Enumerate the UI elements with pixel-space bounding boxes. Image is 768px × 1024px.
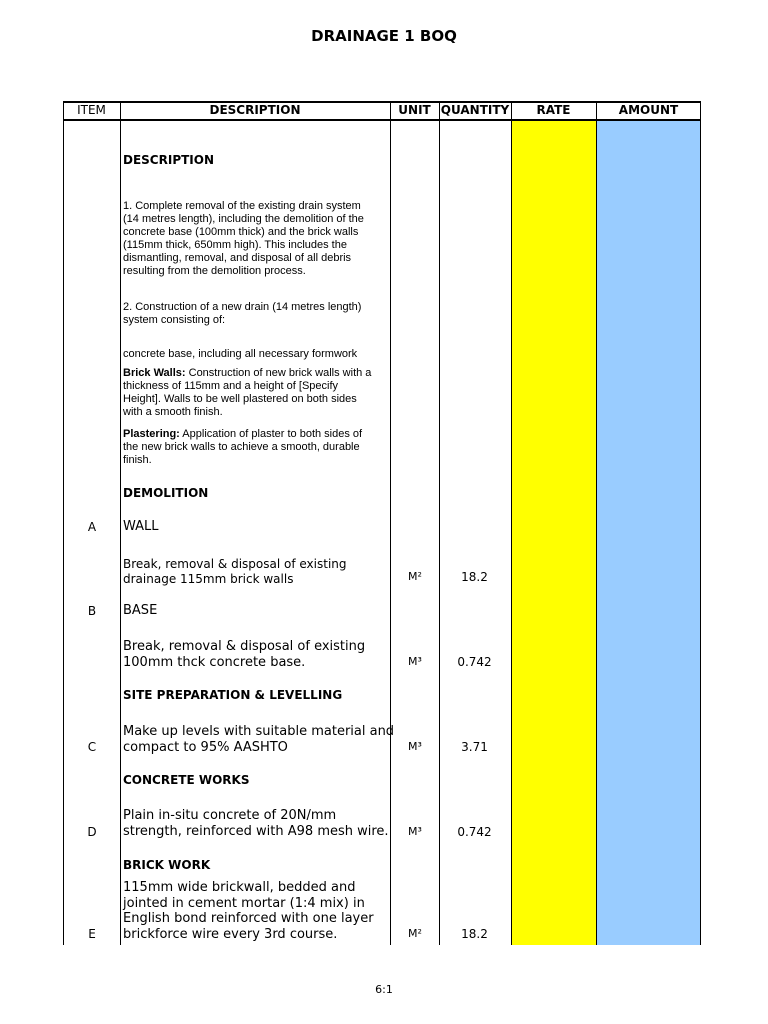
item-d-unit: M³ — [408, 825, 422, 838]
item-d-description: Plain in-situ concrete of 20N/mm strength, reinforced with A98 mesh wire. — [123, 808, 389, 839]
item-b-description: Break, removal & disposal of existing 100mm thck concrete base. — [123, 639, 366, 670]
intro-paragraph-1: 1. Complete removal of the existing drain system (14 metres length), including the demolition of the concrete base (100mm thick) and the brick walls (115mm thick, 650mm high). This includes the dismantling, removal, and disposal of all debris resulting from the demolition process. — [123, 200, 364, 277]
item-b-code: B — [87, 604, 97, 618]
amount-column-fill — [596, 120, 701, 945]
header-item: ITEM — [77, 103, 106, 117]
plastering-paragraph: Plastering: Application of plaster to both sides of the new brick walls to achieve a smooth, durable finish. — [123, 428, 363, 466]
column-divider — [120, 101, 121, 945]
header-description: DESCRIPTION — [209, 103, 301, 117]
description-heading: DESCRIPTION — [123, 153, 215, 167]
item-b-quantity: 0.742 — [457, 655, 492, 669]
item-e-code: E — [88, 927, 96, 941]
item-e-unit: M² — [408, 927, 422, 940]
header-quantity: QUANTITY — [440, 103, 510, 117]
document-title: DRAINAGE 1 BOQ — [311, 27, 457, 45]
item-d-quantity: 0.742 — [457, 825, 492, 839]
item-b-unit: M³ — [408, 655, 422, 668]
item-c-quantity: 3.71 — [461, 740, 488, 754]
item-a-label: WALL — [123, 519, 159, 534]
item-a-code: A — [87, 520, 97, 534]
intro-paragraph-3: concrete base, including all necessary formwork — [123, 348, 358, 360]
item-e-quantity: 18.2 — [461, 927, 488, 941]
section-brick-work: BRICK WORK — [123, 858, 211, 872]
item-e-description: 115mm wide brickwall, bedded and jointed in cement mortar (1:4 mix) in English bond reinforced with one layer brickforce wire every 3rd course. — [123, 880, 374, 942]
section-concrete-works: CONCRETE WORKS — [123, 773, 250, 787]
item-c-unit: M³ — [408, 740, 422, 753]
column-divider — [439, 101, 440, 945]
item-c-description: Make up levels with suitable material and compact to 95% AASHTO — [123, 724, 395, 755]
column-divider — [596, 101, 597, 945]
column-divider — [511, 101, 512, 945]
item-a-quantity: 18.2 — [461, 570, 488, 584]
intro-paragraph-2: 2. Construction of a new drain (14 metres length) system consisting of: — [123, 301, 362, 326]
header-rate: RATE — [536, 103, 571, 117]
item-b-label: BASE — [123, 603, 158, 618]
page-number: 6:1 — [375, 983, 393, 996]
column-divider — [700, 101, 701, 945]
section-demolition: DEMOLITION — [123, 486, 209, 500]
section-site-preparation: SITE PREPARATION & LEVELLING — [123, 688, 343, 702]
rate-column-fill — [511, 120, 596, 945]
header-unit: UNIT — [398, 103, 431, 117]
brick-walls-paragraph: Brick Walls: Construction of new brick walls with a thickness of 115mm and a height of [Specify Height]. Walls to be well plastered on both sides with a smooth finish. — [123, 367, 372, 418]
item-c-code: C — [87, 740, 97, 754]
column-divider — [390, 101, 391, 945]
item-a-unit: M² — [408, 570, 422, 583]
header-amount: AMOUNT — [618, 103, 679, 117]
item-d-code: D — [87, 825, 97, 839]
item-a-description: Break, removal & disposal of existing drainage 115mm brick walls — [123, 557, 347, 586]
